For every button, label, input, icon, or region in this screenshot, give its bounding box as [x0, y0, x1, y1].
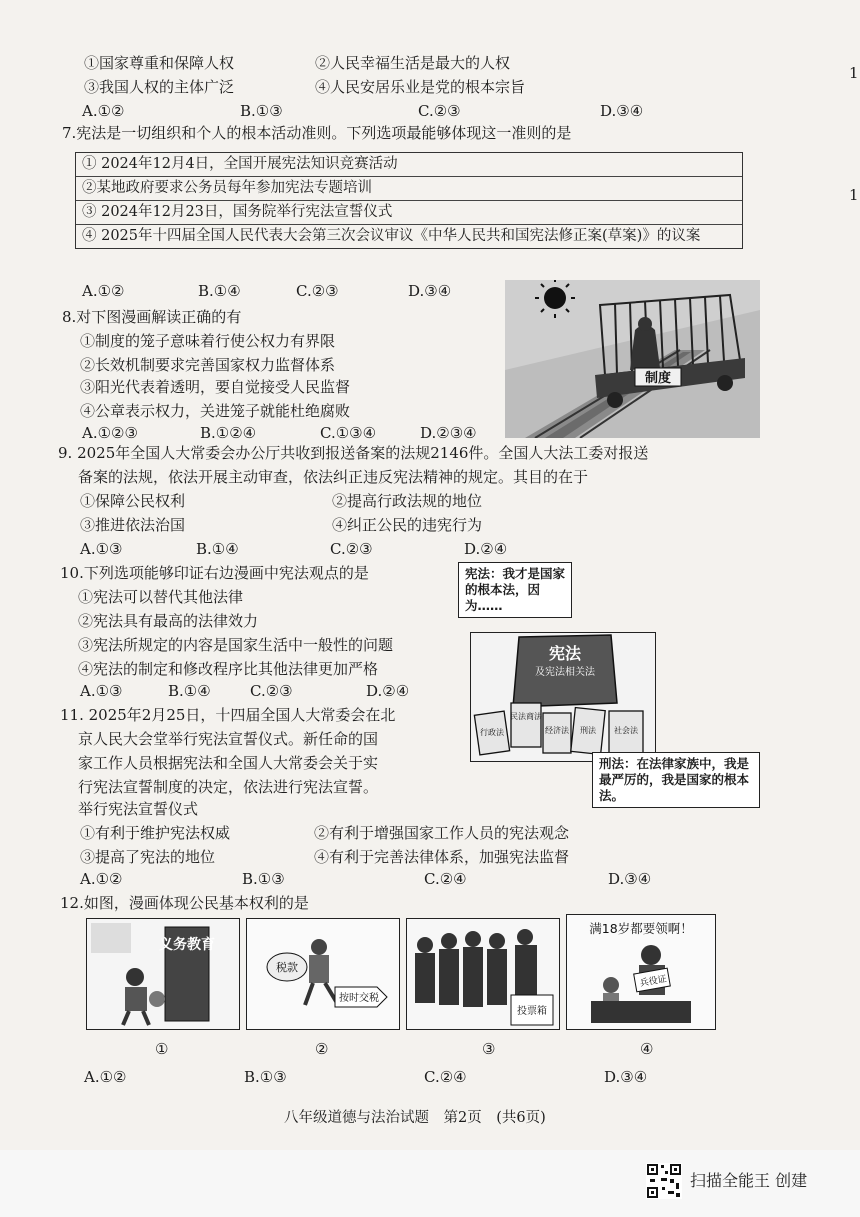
q10-cartoon	[470, 632, 656, 762]
panel1-book-text: 义务教育	[159, 937, 215, 953]
q11-option-d: D.③④	[608, 870, 652, 888]
q12-panel-3	[406, 918, 560, 1030]
q9-stem-line2: 备案的法规，依法开展主动审查，依法纠正违反宪法精神的规定。其目的在于	[78, 468, 589, 486]
q9-item-3: ③推进依法治国	[80, 516, 186, 534]
q9-option-a: A.①③	[80, 540, 123, 558]
q9-stem-line1: 9. 2025年全国人大常委会办公厅共收到报送备案的法规2146件。全国人大法工委对报送	[58, 444, 649, 462]
q9-item-2: ②提高行政法规的地位	[332, 492, 483, 510]
big-book-subtitle: 及宪法相关法	[535, 667, 595, 678]
law-family-illustration	[471, 633, 655, 761]
q7-row: ④ 2025年十四届全国人民代表大会第三次会议审议《中华人民共和国宪法修正案(草案)》的议案	[82, 228, 701, 244]
q11-line: 家工作人员根据宪法和全国人大常委会关于实	[78, 754, 379, 772]
q12-option-a: A.①②	[84, 1068, 127, 1086]
q12-panel-1	[86, 918, 240, 1030]
q8-item-2: ②长效机制要求完善国家权力监督体系	[80, 356, 336, 374]
q10-option-b: B.①④	[168, 682, 211, 700]
q10-item-2: ②宪法具有最高的法律效力	[78, 612, 259, 630]
q9-option-c: C.②③	[330, 540, 373, 558]
q8-item-4: ④公章表示权力，关进笼子就能杜绝腐败	[80, 402, 351, 420]
q11-item-2: ②有利于增强国家工作人员的宪法观念	[314, 824, 570, 842]
q6-option-c: C.②③	[418, 102, 461, 120]
q7-option-b: B.①④	[198, 282, 241, 300]
q10-item-1: ①宪法可以替代其他法律	[78, 588, 244, 606]
q12-panel-label: ②	[315, 1040, 329, 1058]
q9-option-b: B.①④	[196, 540, 239, 558]
q10-option-a: A.①③	[80, 682, 123, 700]
scanner-brand-text: 扫描全能王 创建	[690, 1171, 808, 1190]
q11-line: 京人民大会堂举行宪法宣誓仪式。新任命的国	[78, 730, 379, 748]
q10-option-d: D.②④	[366, 682, 410, 700]
q6-option-a: A.①②	[82, 102, 125, 120]
panel4-caption: 满18岁都要领啊！	[589, 921, 693, 936]
q12-panel-label: ③	[482, 1040, 496, 1058]
q10-option-c: C.②③	[250, 682, 293, 700]
compulsory-education-cartoon	[87, 919, 239, 1029]
panel3-box-text: 投票箱	[517, 1006, 547, 1017]
margin-mark: 1	[849, 186, 859, 204]
big-book-title: 宪法	[548, 644, 582, 663]
margin-mark: 1	[849, 64, 859, 82]
q10-bubble-constitution: 宪法：我才是国家的根本法，因为……	[458, 562, 572, 618]
qr-code-icon	[646, 1163, 682, 1199]
q12-panel-4	[566, 914, 716, 1030]
q10-item-3: ③宪法所规定的内容是国家生活中一般性的问题	[78, 636, 394, 654]
q11-item-4: ④有利于完善法律体系，加强宪法监督	[314, 848, 570, 866]
small-book-label: 民法商法	[510, 712, 542, 721]
q10-bubble-criminal-law: 刑法：在法律家族中，我是最严厉的，我是国家的根本法。	[592, 752, 760, 808]
military-service-cartoon	[567, 915, 715, 1029]
q11-line: 举行宪法宣誓仪式	[78, 800, 199, 818]
q12-stem: 12.如图，漫画体现公民基本权利的是	[60, 894, 309, 912]
q11-item-1: ①有利于维护宪法权威	[80, 824, 231, 842]
q8-item-3: ③阳光代表着透明，要自觉接受人民监督	[80, 378, 351, 396]
small-book-label: 行政法	[480, 728, 504, 737]
q9-item-1: ①保障公民权利	[80, 492, 186, 510]
q11-option-c: C.②④	[424, 870, 467, 888]
q7-row: ②某地政府要求公务员每年参加宪法专题培训	[76, 177, 742, 201]
q8-item-1: ①制度的笼子意味着行使公权力有界限	[80, 332, 336, 350]
q8-option-c: C.①③④	[320, 424, 377, 442]
q6-item-3: ③我国人权的主体广泛	[84, 78, 235, 96]
q12-panel-label: ④	[640, 1040, 654, 1058]
q6-item-1: ①国家尊重和保障人权	[84, 54, 235, 72]
q7-option-a: A.①②	[82, 282, 125, 300]
q12-panel-2	[246, 918, 400, 1030]
q12-option-d: D.③④	[604, 1068, 648, 1086]
q7-option-d: D.③④	[408, 282, 452, 300]
q8-stem: 8.对下图漫画解读正确的有	[62, 308, 242, 326]
q6-option-b: B.①③	[240, 102, 283, 120]
q6-item-4: ④人民安居乐业是党的根本宗旨	[315, 78, 526, 96]
q6-item-2: ②人民幸福生活是最大的人权	[315, 54, 511, 72]
q11-option-a: A.①②	[80, 870, 123, 888]
q7-row: ① 2024年12月4日，全国开展宪法知识竞赛活动	[76, 153, 742, 177]
page-footer: 八年级道德与法治试题 第2页 (共6页)	[284, 1110, 546, 1126]
q8-option-a: A.①②③	[82, 424, 138, 442]
small-book-label: 刑法	[580, 726, 596, 735]
q7-option-c: C.②③	[296, 282, 339, 300]
q11-option-b: B.①③	[242, 870, 285, 888]
q11-line: 行宪法宣誓制度的决定，依法进行宪法宣誓。	[78, 778, 379, 796]
small-book-label: 社会法	[614, 726, 638, 735]
q7-row: ③ 2024年12月23日，国务院举行宪法宣誓仪式	[76, 201, 742, 225]
cage-cartoon-illustration	[505, 280, 760, 438]
q12-panel-label: ①	[155, 1040, 169, 1058]
q7-table	[75, 152, 743, 249]
q10-item-4: ④宪法的制定和修改程序比其他法律更加严格	[78, 660, 379, 678]
tax-payment-cartoon	[247, 919, 399, 1029]
panel2-sign-text: 按时交税	[339, 993, 379, 1004]
q11-item-3: ③提高了宪法的地位	[80, 848, 216, 866]
q7-stem: 7.宪法是一切组织和个人的根本活动准则。下列选项最能够体现这一准则的是	[62, 124, 572, 142]
q8-option-d: D.②③④	[420, 424, 477, 442]
small-book-label: 经济法	[545, 726, 569, 735]
q9-item-4: ④纠正公民的违宪行为	[332, 516, 483, 534]
q8-option-b: B.①②④	[200, 424, 257, 442]
q11-line: 11. 2025年2月25日，十四届全国人大常委会在北	[60, 706, 396, 724]
q8-cartoon	[505, 280, 760, 438]
panel4-card-text: 兵役证	[639, 974, 668, 990]
cage-label: 制度	[644, 371, 672, 386]
panel2-bag-text: 税款	[276, 961, 298, 974]
voting-cartoon	[407, 919, 559, 1029]
q12-option-c: C.②④	[424, 1068, 467, 1086]
q6-option-d: D.③④	[600, 102, 644, 120]
q10-stem: 10.下列选项能够印证右边漫画中宪法观点的是	[60, 564, 369, 582]
q9-option-d: D.②④	[464, 540, 508, 558]
q12-option-b: B.①③	[244, 1068, 287, 1086]
